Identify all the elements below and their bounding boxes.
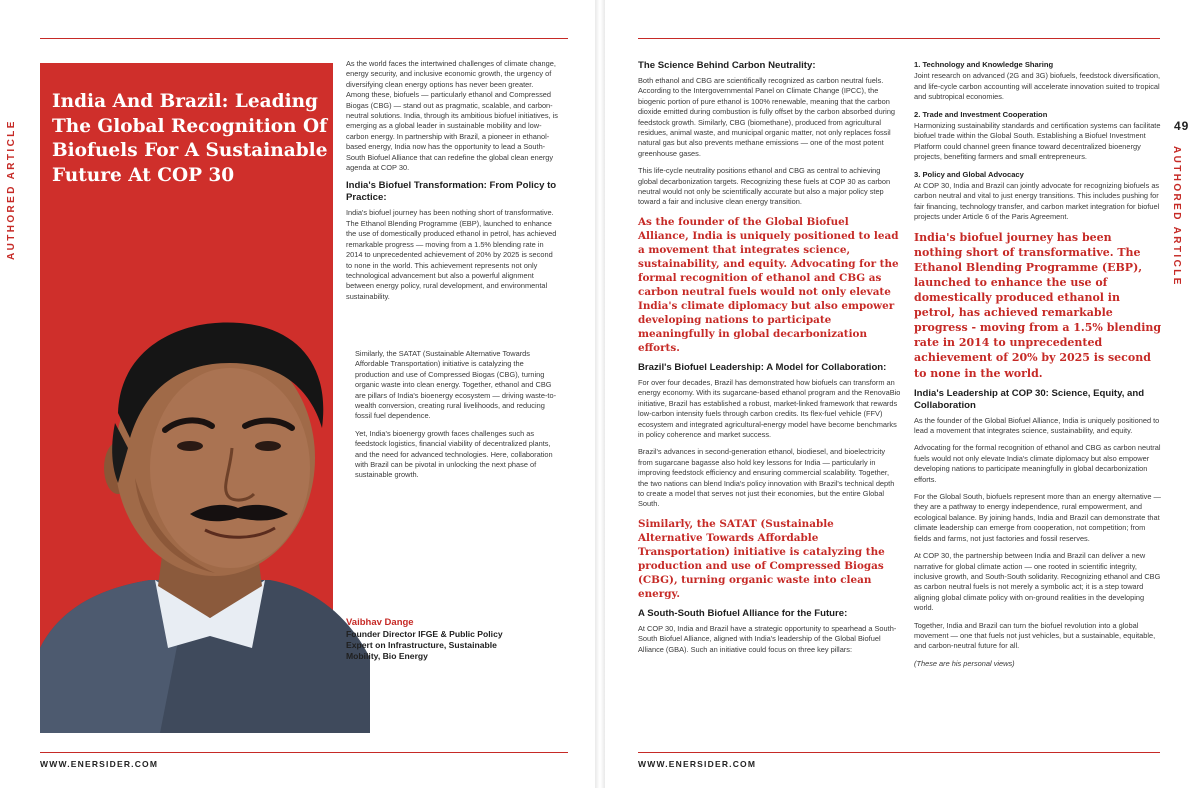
paragraph: India's biofuel journey has been nothing short of transformative. The Ethanol Blending Programme (EBP), launched to enhance the use of domestically produced ethanol in petrol, has achieved remarkable progress — moving from a 1.5% blending rate in 2014 to unprecedented achievement of 20% by 2025 is second to none in the world. This achievement represents not only technological advancement but also a powerful alignment between energy policy, rural development, and environmental sustainability. xyxy=(346,208,557,301)
paragraph: Joint research on advanced (2G and 3G) biofuels, feedstock diversification, and life-cycle carbon accounting will accelerate innovation suited to tropical and subtropical economies. xyxy=(914,71,1161,102)
paragraph: Similarly, the SATAT (Sustainable Alternative Towards Affordable Transportation) initiative is catalyzing the production and use of Compressed Biogas (CBG), turning organic waste into clean energy. Together, ethanol and CBG are pillars of India's bioenergy ecosystem — driving waste-to-wealth conversion, creating rural livelihoods, and reducing fossil fuel dependence. xyxy=(355,349,557,421)
paragraph: Harmonizing sustainability standards and certification systems can facilitate biofuel trade within the Global South. Establishing a Biofuel Investment Platform could channel green finance toward decentralized bioenergy projects, benefiting farmers and small entrepreneurs. xyxy=(914,121,1161,162)
right-text-column-2 xyxy=(914,60,1162,676)
footer-website-link[interactable]: WWW.ENERSIDER.COM xyxy=(638,759,757,769)
paragraph: Yet, India's bioenergy growth faces challenges such as feedstock logistics, financial viability of decentralized plants, and the need for advanced technologies. Here, collaboration with Brazil can be pivotal in unlocking the next phase of sustainable growth. xyxy=(355,428,553,480)
disclaimer: (These are his personal views) xyxy=(914,658,1015,668)
side-label-left: AUTHORED ARTICLE xyxy=(6,119,17,260)
bottom-rule xyxy=(638,752,1160,753)
bottom-rule xyxy=(40,752,568,753)
paragraph: At COP 30, India and Brazil have a strategic opportunity to spearhead a South-South Biofuel Alliance, aligned with India's leadership of the Global Biofuel Alliance (GBA). Such an initiative could focus on three key pillars: xyxy=(638,623,897,654)
section-heading-alliance: A South-South Biofuel Alliance for the Future: xyxy=(638,607,848,619)
author-portrait xyxy=(40,318,370,733)
pillar-heading: 3. Policy and Global Advocacy xyxy=(914,169,1024,179)
paragraph: At COP 30, the partnership between India and Brazil can deliver a new narrative for global climate action — one rooted in scientific integrity, inclusive growth, and South-South solidarity. Recognizing ethanol and CBG as carbon neutral fuels is not merely a symbolic act; it is a step toward aligning global climate policy with on-ground realities in the developing world. xyxy=(914,551,1161,613)
author-role: Founder Director IFGE & Public Policy Expert on Infrastructure, Sustainable Mobility, Bio Energy xyxy=(346,629,503,662)
paragraph: At COP 30, India and Brazil can jointly advocate for recognizing biofuels as carbon neutral and vital to just energy transitions. This includes pushing for fair financing, technology transfer, and carbon market integration for biofuel projects under Article 6 of the Paris Agreement. xyxy=(914,181,1160,222)
paragraph: For over four decades, Brazil has demonstrated how biofuels can transform an energy economy. With its sugarcane-based ethanol program and the RenovaBio initiative, Brazil has established a robust, market-linked framework that rewards low-carbon intensity fuels through carbon credits. Its flex-fuel vehicle (FFV) ecosystem and integrated agricultural-energy model have become benchmarks in policy coherence and market success. xyxy=(638,377,901,439)
left-text-column-indented xyxy=(355,349,558,488)
pillar-heading: 2. Trade and Investment Cooperation xyxy=(914,109,1048,119)
paragraph: As the founder of the Global Biofuel Alliance, India is uniquely positioned to lead a movement that integrates science, sustainability, and equity. xyxy=(914,415,1160,436)
pillar-heading: 1. Technology and Knowledge Sharing xyxy=(914,60,1054,69)
pull-quote: As the founder of the Global Biofuel Alliance, India is uniquely positioned to lead a movement that integrates science, sustainability, and equity. Advocating for the formal recognition of ethanol and CBG as carbon neutral fuels would not only elevate India's climate diplomacy but also empower developing nations to participate meaningfully in global decarbonization efforts. xyxy=(638,215,899,354)
left-text-column xyxy=(346,59,558,309)
page-number: 49 xyxy=(1174,119,1190,133)
section-heading-india-transformation: India's Biofuel Transformation: From Policy to Practice: xyxy=(346,180,557,204)
right-text-column-1 xyxy=(638,60,901,662)
paragraph: Together, India and Brazil can turn the biofuel revolution into a global movement — one that fuels not just vehicles, but a sustainable, equitable, and carbon-neutral future for all. xyxy=(914,620,1156,651)
author-name: Vaibhav Dange xyxy=(346,617,414,628)
article-headline: India And Brazil: Leading The Global Recognition Of Biofuels For A Sustainable Future At COP 30 xyxy=(52,91,328,186)
pull-quote: Similarly, the SATAT (Sustainable Alternative Towards Affordable Transportation) initiative is catalyzing the production and use of Compressed Biogas (CBG), turning organic waste into clean energy. xyxy=(638,517,885,600)
section-heading-science: The Science Behind Carbon Neutrality: xyxy=(638,60,816,71)
paragraph: For the Global South, biofuels represent more than an energy alternative — they are a pathway to energy independence, rural empowerment, and ecological balance. By joining hands, India and Brazil can demonstrate that climate leadership can emerge from cooperation, not competition; from fields and farms, not just factories and fossil reserves. xyxy=(914,492,1161,543)
top-rule xyxy=(638,38,1160,39)
paragraph: This life-cycle neutrality positions ethanol and CBG as central to achieving global decarbonization targets. Recognizing these fuels at COP 30 as carbon neutral would not only be scientifically accurate but also a major policy step toward a fair and inclusive clean energy transition. xyxy=(638,166,891,207)
top-rule xyxy=(40,38,568,39)
footer-website-link[interactable]: WWW.ENERSIDER.COM xyxy=(40,759,159,769)
intro-paragraph: As the world faces the intertwined challenges of climate change, energy security, and inclusive economic growth, the urgency of diversifying clean energy options has never been greater. Among these, biofuels — particularly ethanol and Compressed Biogas (CBG) — stand out as pragmatic, scalable, and carbon-neutral solutions. India, through its ambitious biofuel initiatives, is emerging as a global leader in sustainable mobility and low-carbon energy. In partnership with Brazil, a pioneer in ethanol-based energy, India now has the opportunity to lead a South-South Biofuel Alliance that can redefine the global clean energy agenda at COP 30. xyxy=(346,59,558,173)
paragraph: Both ethanol and CBG are scientifically recognized as carbon neutral fuels. According to the Intergovernmental Panel on Climate Change (IPCC), the biogenic portion of pure ethanol is 100% renewable, meaning that the carbon dioxide emitted during combustion is fully offset by the carbon absorbed during feedstock growth. Similarly, CBG (biomethane), produced from agricultural residues, animal waste, and municipal organic matter, not only replaces fossil natural gas but also prevents methane emissions — one of the most potent greenhouse gases. xyxy=(638,76,896,158)
section-heading-leadership: India's Leadership at COP 30: Science, Equity, and Collaboration xyxy=(914,387,1145,411)
right-page xyxy=(600,0,1200,788)
side-label-right: AUTHORED ARTICLE xyxy=(1171,146,1182,287)
pull-quote: India's biofuel journey has been nothing short of transformative. The Ethanol Blending Programme (EBP), launched to enhance the use of domestically produced ethanol in petrol, has achieved remarkable progress - moving from a 1.5% blending rate in 2014 to unprecedented achievement of 20% by 2025 is second to none in the world. xyxy=(914,230,1162,380)
section-heading-brazil: Brazil's Biofuel Leadership: A Model for Collaboration: xyxy=(638,361,887,373)
paragraph: Brazil's advances in second-generation ethanol, biodiesel, and bioelectricity from sugarcane bagasse also hold key lessons for India — particularly in improving feedstock efficiency and ensuring commercial scalability. Together, the two nations can blend India's policy innovation with Brazil's technical depth to create a model that serves not just their economies, but the entire Global South. xyxy=(638,447,895,509)
paragraph: Advocating for the formal recognition of ethanol and CBG as carbon neutral fuels would not only elevate India's climate diplomacy but also empower developing nations to participate meaningfully in global decarbonization efforts. xyxy=(914,443,1161,484)
